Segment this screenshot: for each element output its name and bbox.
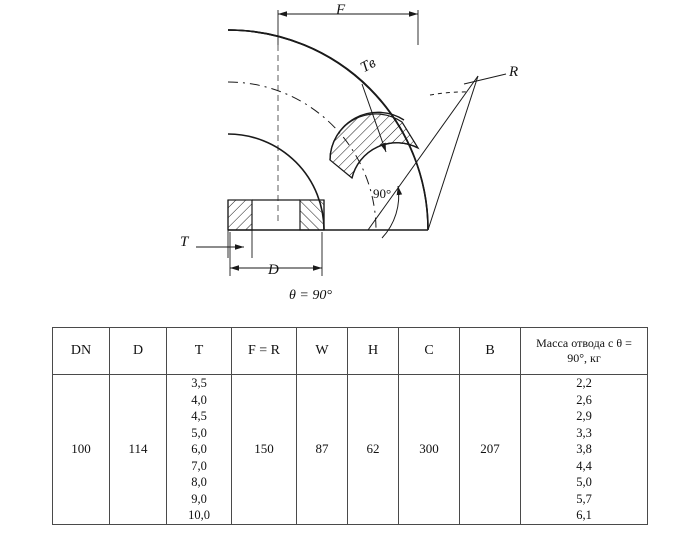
label-f: F xyxy=(336,2,346,18)
spec-table-head xyxy=(53,328,648,375)
cell-c: 300 xyxy=(399,375,460,525)
header-mass xyxy=(521,328,648,375)
mass-value-3: 3,3 xyxy=(576,425,592,440)
mass-value-0: 2,2 xyxy=(576,376,592,390)
r-leader xyxy=(464,74,506,84)
cell-mass xyxy=(521,375,648,525)
r-arc-hint xyxy=(430,92,470,95)
spec-table xyxy=(52,327,648,525)
cell-w: 87 xyxy=(297,375,348,525)
mass-value-2: 2,9 xyxy=(576,409,592,423)
header-dn: DN xyxy=(53,328,110,375)
t-value-8: 10,0 xyxy=(188,508,210,522)
t-value-6: 8,0 xyxy=(191,475,207,489)
cell-dn: 100 xyxy=(53,375,110,525)
radius-line-r xyxy=(368,76,478,230)
spec-table-body xyxy=(53,375,648,525)
t-value-7: 9,0 xyxy=(191,491,207,506)
table-header-row xyxy=(53,328,648,375)
header-h: H xyxy=(348,328,399,375)
mass-value-list xyxy=(521,375,647,524)
t-value-3: 5,0 xyxy=(191,425,207,440)
t-value-2: 4,5 xyxy=(191,409,207,423)
header-d: D xyxy=(110,328,167,375)
t-value-5: 7,0 xyxy=(191,458,207,473)
label-d: D xyxy=(268,262,279,278)
label-tv: Tв xyxy=(358,55,379,77)
t-value-1: 4,0 xyxy=(191,392,207,407)
header-f-r: F = R xyxy=(232,328,297,375)
header-mass-line1: Масса отвода xyxy=(536,336,606,350)
header-w: W xyxy=(297,328,348,375)
mass-value-6: 5,0 xyxy=(576,475,592,489)
cell-b: 207 xyxy=(460,375,521,525)
mass-value-8: 6,1 xyxy=(576,508,592,522)
spec-table-wrapper xyxy=(52,327,648,525)
mass-value-4: 3,8 xyxy=(576,442,592,456)
cell-h: 62 xyxy=(348,375,399,525)
label-t: T xyxy=(180,234,189,250)
label-r: R xyxy=(509,64,519,80)
label-angle-90: 90° xyxy=(373,186,392,201)
t-value-list xyxy=(167,375,231,524)
wall-section-left xyxy=(228,200,252,230)
header-t: T xyxy=(167,328,232,375)
mass-value-7: 5,7 xyxy=(576,491,592,506)
label-theta: θ = 90° xyxy=(289,288,332,303)
t-value-4: 6,0 xyxy=(191,442,207,456)
table-row xyxy=(53,375,648,525)
header-mass-line2: с θ = 90°, кг xyxy=(567,336,632,365)
cell-t xyxy=(167,375,232,525)
mass-value-1: 2,6 xyxy=(576,392,592,407)
cell-d: 114 xyxy=(110,375,167,525)
header-c: C xyxy=(399,328,460,375)
header-b: B xyxy=(460,328,521,375)
mass-value-5: 4,4 xyxy=(576,458,592,473)
cell-f-r: 150 xyxy=(232,375,297,525)
radius-line-outer xyxy=(428,76,478,230)
bore-section xyxy=(330,112,418,178)
wall-section-right xyxy=(300,200,324,230)
t-value-0: 3,5 xyxy=(191,376,207,390)
